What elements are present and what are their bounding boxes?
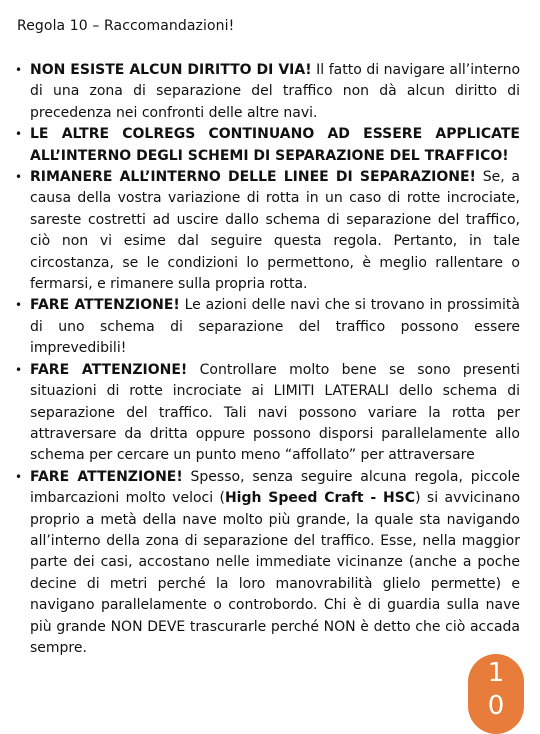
list-item [14, 167, 520, 295]
list-item [14, 60, 520, 124]
list-item [14, 360, 520, 467]
list-item [14, 295, 520, 359]
bullet-emphasis: FARE ATTENZIONE! [30, 297, 180, 314]
bullet-text: Se, a causa della vostra variazione di rotta in un caso di rotte incrociate, sareste costretti ad uscire dallo schema di separazione del traffico, ciò non vi esime dal seguire questa regola. Pertanto, in tale circostanza, se le condizioni lo permettono, è meglio rallentare o fermarsi, e rimanere sulla propria rotta. [30, 169, 520, 293]
page-title: Regola 10 – Raccomandazioni! [17, 18, 235, 34]
bullet-emphasis-hsc: High Speed Craft - HSC [224, 490, 416, 507]
bullet-emphasis: NON ESISTE ALCUN DIRITTO DI VIA! [30, 62, 312, 78]
bullet-emphasis: LE ALTRE COLREGS CONTINUANO AD ESSERE APPLICATE ALL’INTERNO DEGLI SCHEMI DI SEPARAZIONE DEL TRAFFICO! [30, 126, 520, 164]
bullet-emphasis: FARE ATTENZIONE! [30, 361, 188, 378]
page-number-badge [468, 654, 524, 734]
bullet-emphasis: FARE ATTENZIONE! [30, 468, 183, 485]
bullet-text-continued: ) si avvicinano proprio a metà della nave molto più grande, la quale sta navigando all’interno della zona di separazione del traffico. Esse, nella maggior parte dei casi, accostano nelle immediate vicinanze (anche a poche decine di metri perché la loro manovrabilità glielo permette) e navigano parallelamente o controbordo. Chi è di guardia sulla nave più grande NON DEVE trascurarle perché NON è detto che ciò accada sempre. [30, 490, 521, 656]
bullet-text: Spesso, senza seguire alcuna regola, piccole imbarcazioni molto veloci ( [30, 468, 520, 507]
bullet-list [14, 60, 520, 659]
bullet-text: Il fatto di navigare all’interno di una zona di separazione del traffico non dà alcun diritto di precedenza nei confronti delle altre navi. [30, 62, 521, 121]
list-item [14, 467, 520, 660]
bullet-emphasis: RIMANERE ALL’INTERNO DELLE LINEE DI SEPARAZIONE! [30, 169, 476, 186]
list-item [14, 124, 520, 167]
bullet-text: Le azioni delle navi che si trovano in prossimità di uno schema di separazione del traffico possono essere imprevedibili! [30, 297, 521, 357]
page-number: 1 0 [487, 658, 505, 721]
bullet-text: Controllare molto bene se sono presenti situazioni di rotte incrociate ai LIMITI LATERALI dello schema di separazione del traffico. Tali navi possono variare la rotta per attraversare da dritta oppure possono disporsi parallelamente allo schema per cercare un punto meno “affollato” per attraversare [30, 361, 520, 464]
